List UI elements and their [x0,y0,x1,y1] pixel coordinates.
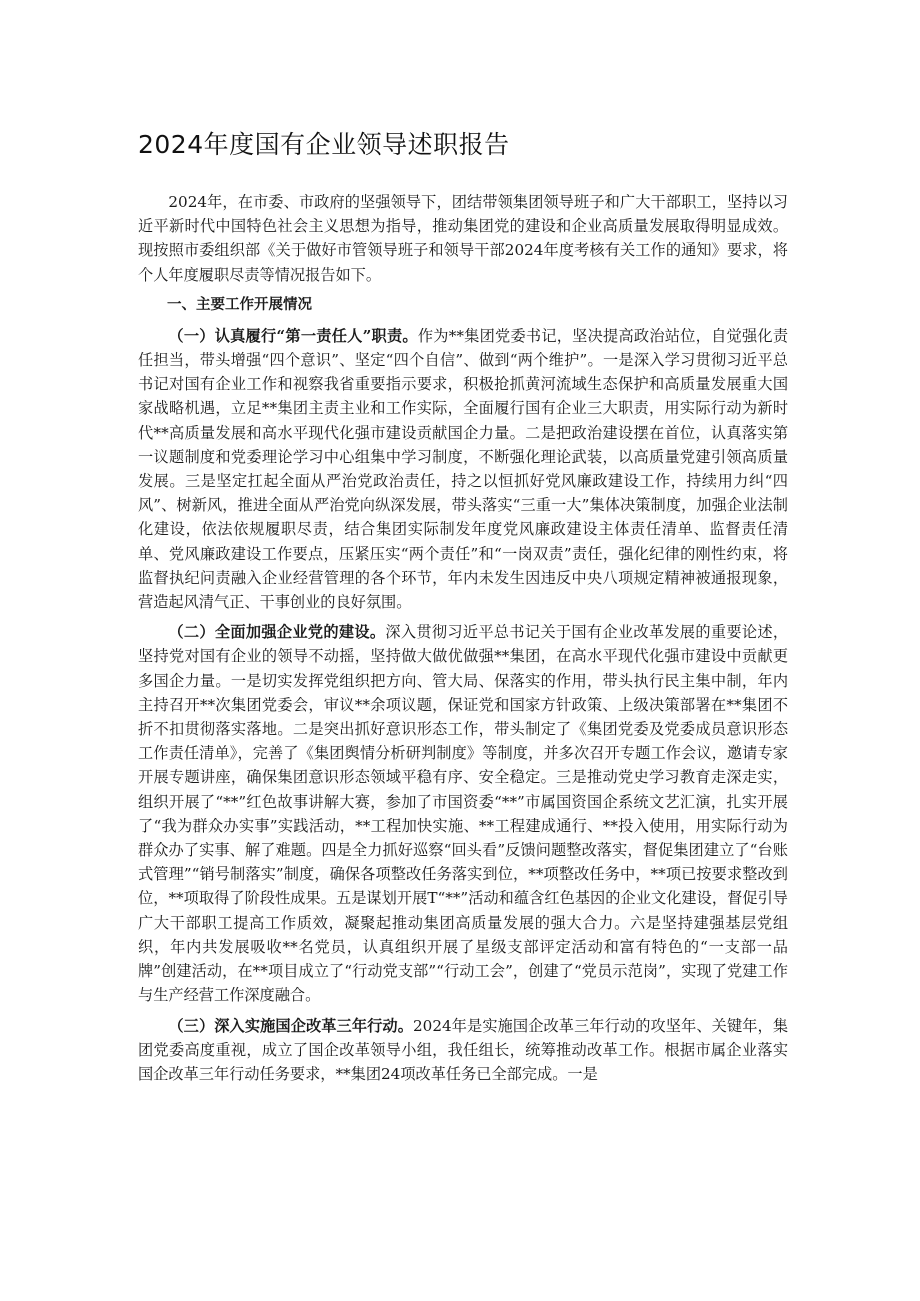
paragraph-item-2 [138,620,788,1007]
item-1-heading: （一）认真履行“第一责任人”职责。 [168,326,418,345]
item-3-heading: （三）深入实施国企改革三年行动。 [168,1016,414,1035]
document-title: 2024年度国有企业领导述职报告 [138,130,510,159]
paragraph-item-1 [138,324,788,614]
item-1-body: 作为**集团党委书记，坚决提高政治站位，自觉强化责任担当，带头增强“四个意识”、坚定“四个自信”、做到“两个维护”。一是深入学习贯彻习近平总书记对国有企业工作和视察我省重要指示要求，积极抢抓黄河流域生态保护和高质量发展重大国家战略机遇，立足**集团主责主业和工作实际，全面履行国有企业三大职责，用实际行动为新时代**高质量发展和高水平现代化强市建设贡献国企力量。二是把政治建设摆在首位，认真落实第一议题制度和党委理论学习中心组集中学习制度，不断强化理论武装，以高质量党建引领高质量发展。三是坚定扛起全面从严治党政治责任，持之以恒抓好党风廉政建设工作，持续用力纠“四风”、树新风，推进全面从严治党向纵深发展，带头落实“三重一大”集体决策制度，加强企业法制化建设，依法依规履职尽责，结合集团实际制发年度党风廉政建设主体责任清单、监督责任清单、党风廉政建设工作要点，压紧压实“两个责任”和“一岗双责”责任，强化纪律的刚性约束，将监督执纪问责融入企业经营管理的各个环节，年内未发生因违反中央八项规定精神被通报现象，营造起风清气正、干事创业的良好氛围。 [138,326,789,612]
item-2-heading: （二）全面加强企业党的建设。 [168,623,386,642]
item-2-body: 深入贯彻习近平总书记关于国有企业改革发展的重要论述，坚持党对国有企业的领导不动摇，坚持做大做优做强**集团，在高水平现代化强市建设中贡献更多国企力量。一是切实发挥党组织把方向、管大局、保落实的作用，带头执行民主集中制，年内主持召开**次集团党委会，审议**余项议题，保证党和国家方针政策、上级决策部署在**集团不折不扣贯彻落实落地。二是突出抓好意识形态工作，带头制定了《集团党委及党委成员意识形态工作责任清单》，完善了《集团舆情分析研判制度》等制度，并多次召开专题工作会议，邀请专家开展专题讲座，确保集团意识形态领域平稳有序、安全稳定。三是推动党史学习教育走深走实，组织开展了“**”红色故事讲解大赛，参加了市国资委“**”市属国资国企系统文艺汇演，扎实开展了“我为群众办实事”实践活动，**工程加快实施、**工程建成通行、**投入使用，用实际行动为群众办了实事、解了难题。四是全力抓好巡察“回头看”反馈问题整改落实，督促集团建立了“台账式管理”“销号制落实”制度，确保各项整改任务落实到位，**项整改任务中，**项已按要求整改到位，**项取得了阶段性成果。五是谋划开展T“**”活动和蕴含红色基因的企业文化建设，督促引导广大干部职工提高工作质效，凝聚起推动集团高质量发展的强大合力。六是坚持建强基层党组织，年内共发展吸收**名党员，认真组织开展了星级支部评定活动和富有特色的“一支部一品牌”创建活动，在**项目成立了“行动党支部”“行动工会”，创建了“党员示范岗”，实现了党建工作与生产经营工作深度融合。 [138,623,789,1005]
paragraph-item-3 [138,1014,788,1087]
item-3-body: 2024年是实施国企改革三年行动的攻坚年、关键年，集团党委高度重视，成立了国企改革领导小组，我任组长，统筹推动改革工作。根据市属企业落实国企改革三年行动任务要求，**集团24项改革任务已全部完成。一是 [138,1016,789,1083]
document-body [138,128,788,1086]
intro-paragraph: 2024年，在市委、市政府的坚强领导下，团结带领集团领导班子和广大干部职工，坚持以习近平新时代中国特色社会主义思想为指导，推动集团党的建设和企业高质量发展取得明显成效。现按照市委组织部《关于做好市管领导班子和领导干部2024年度考核有关工作的通知》要求，将个人年度履职尽责等情况报告如下。 [138,193,788,284]
section-heading-main-work: 一、主要工作开展情况 [167,296,312,313]
